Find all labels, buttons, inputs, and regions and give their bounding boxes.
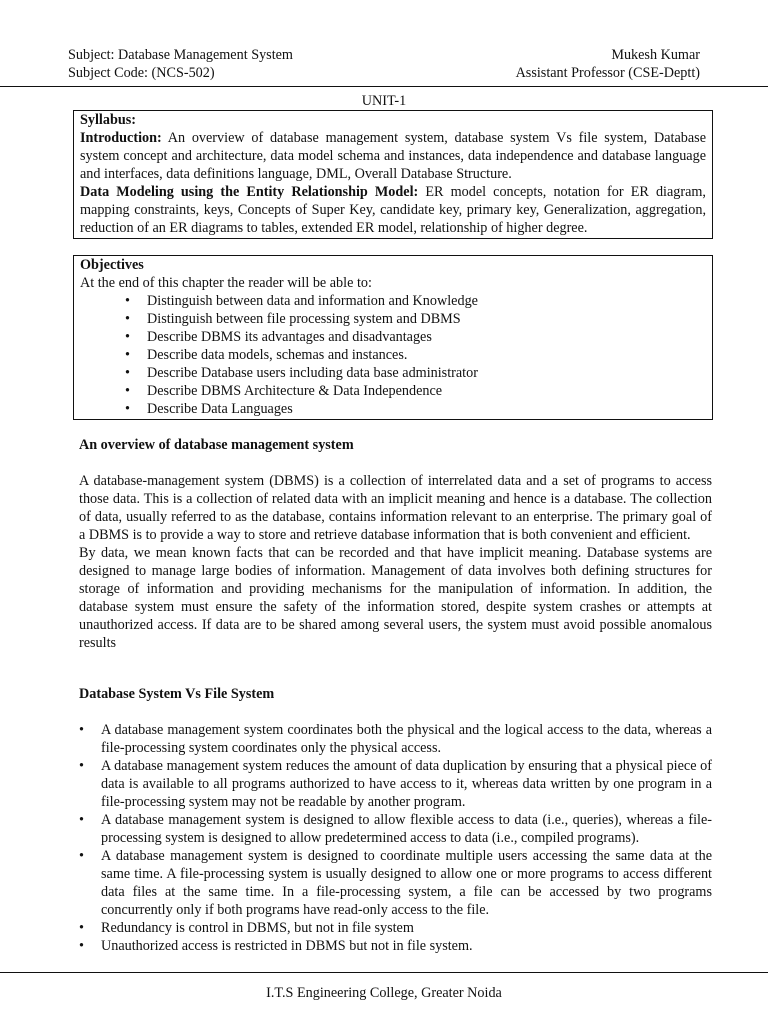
footer-divider bbox=[0, 972, 768, 973]
unit-title: UNIT-1 bbox=[361, 93, 407, 109]
overview-paragraph: By data, we mean known facts that can be recorded and that have implicit meaning. Database systems are designed to manage large bodies of information. Management of data involves both defining structures for storage of information and providing mechanisms for the manipulation of information. In addition, the database system must ensure the safety of the information stored, despite system crashes or attempts at unauthorized access. If data are to be shared among several users, the system must avoid possible anomalous results bbox=[79, 545, 712, 651]
objectives-box bbox=[73, 255, 713, 420]
objectives-intro: At the end of this chapter the reader will be able to: bbox=[80, 275, 372, 291]
list-item: • A database management system coordinates both the physical and the logical access to the data, whereas a file-processing system coordinates only the physical access. bbox=[79, 721, 712, 757]
objective-item: • Distinguish between file processing system and DBMS bbox=[80, 310, 706, 328]
intro-text: An overview of database management system, database system Vs file system, Database system concept and architecture, data model schema and instances, data independence and database language and interfaces, data definitions language, DML, Overall Database Structure. bbox=[80, 130, 706, 182]
intro-label: Introduction: bbox=[80, 130, 162, 146]
page-footer: I.T.S Engineering College, Greater Noida bbox=[266, 985, 502, 1001]
subject-code: Subject Code: (NCS-502) bbox=[68, 65, 215, 81]
list-item: • Redundancy is control in DBMS, but not in file system bbox=[79, 919, 712, 937]
objective-item: • Describe Data Languages bbox=[80, 400, 706, 418]
overview-heading: An overview of database management system bbox=[79, 437, 354, 453]
list-item: • A database management system is designed to coordinate multiple users accessing the same data at the same time. A file-processing system is usually designed to allow one or more programs to access different data files at the same time. In a file-processing system, a file can be accessed by two programs concurrently only if both programs have read-only access to the file. bbox=[79, 847, 712, 919]
syllabus-er-model bbox=[80, 183, 706, 237]
syllabus-introduction bbox=[80, 129, 706, 183]
header-divider bbox=[0, 86, 768, 87]
comparison-list bbox=[79, 721, 712, 955]
syllabus-box bbox=[73, 110, 713, 239]
list-item: • A database management system is designed to allow flexible access to data (i.e., queries), whereas a file-processing system is designed to allow predetermined access to data (i.e., compiled programs). bbox=[79, 811, 712, 847]
author-name: Mukesh Kumar bbox=[611, 47, 700, 63]
objective-item: • Describe DBMS its advantages and disadvantages bbox=[80, 328, 706, 346]
overview-section bbox=[79, 436, 712, 652]
er-text: ER model concepts, notation for ER diagram, mapping constraints, keys, Concepts of Super Key, candidate key, primary key, Generalization, aggregation, reduction of an ER diagrams to tables, extended ER model, relationship of higher degree. bbox=[80, 184, 706, 236]
objective-item: • Describe data models, schemas and instances. bbox=[80, 346, 706, 364]
subject-label: Subject: Database Management System bbox=[68, 47, 293, 63]
overview-paragraph: A database-management system (DBMS) is a collection of interrelated data and a set of programs to access those data. This is a collection of related data with an implicit meaning and hence is a database. The collection of data, usually referred to as the database, contains information relevant to an enterprise. The primary goal of a DBMS is to provide a way to store and retrieve database information that is both convenient and efficient. bbox=[79, 473, 712, 543]
page-header bbox=[68, 46, 700, 82]
syllabus-heading: Syllabus: bbox=[80, 112, 136, 128]
er-label: Data Modeling using the Entity Relationship Model: bbox=[80, 184, 419, 200]
objective-item: • Describe Database users including data base administrator bbox=[80, 364, 706, 382]
objective-item: • Describe DBMS Architecture & Data Independence bbox=[80, 382, 706, 400]
comparison-heading: Database System Vs File System bbox=[79, 686, 275, 702]
objectives-heading: Objectives bbox=[80, 257, 144, 273]
objective-item: • Distinguish between data and information and Knowledge bbox=[80, 292, 706, 310]
author-title: Assistant Professor (CSE-Deptt) bbox=[515, 65, 700, 81]
list-item: • A database management system reduces the amount of data duplication by ensuring that a physical piece of data is available to all programs authorized to have access to it, whereas data written by one program in a file-processing system may not be readable by another program. bbox=[79, 757, 712, 811]
list-item: • Unauthorized access is restricted in DBMS but not in file system. bbox=[79, 937, 712, 955]
objectives-list bbox=[80, 292, 706, 418]
comparison-section bbox=[79, 685, 712, 955]
